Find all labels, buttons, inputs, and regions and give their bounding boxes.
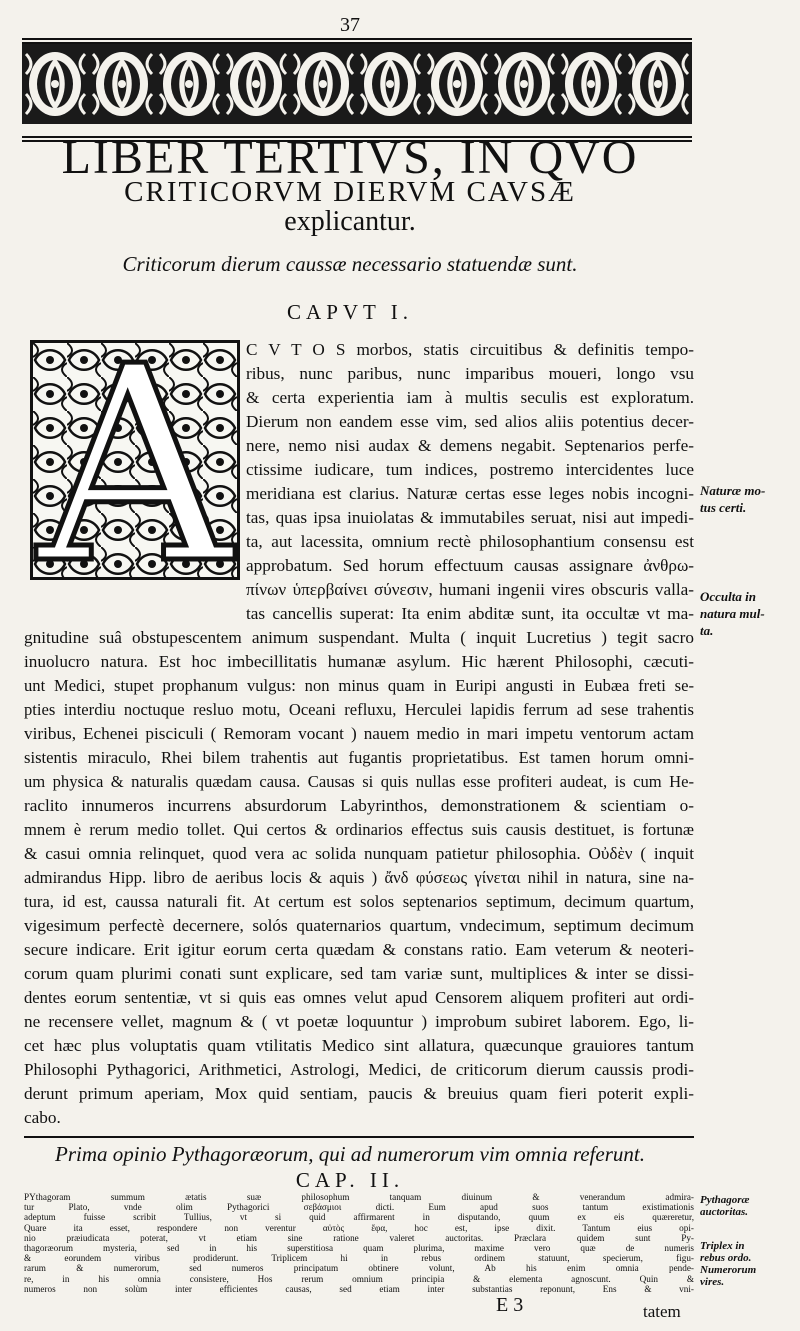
margin-note-occulta [700, 588, 798, 639]
margin-note-line: ta. [700, 623, 714, 638]
body-line: ctissime iudicare, tum indices, postremo intercidentes luce [246, 460, 694, 479]
margin-note-line: tus certi. [700, 500, 747, 515]
body-line: secure indicare. Erit igitur eorum certa quædam & constans ratio. Eam veterum & neoteri- [24, 940, 694, 959]
chapter-1-heading: Criticorum dierum caussæ necessario statuendæ sunt. [122, 252, 578, 276]
book-subtitle-end: explicantur. [284, 206, 416, 237]
chapter-2-number: CAP. II. [295, 1168, 405, 1192]
body-line: cet hæc plus voluptatis quam vtilitatis Medico sint allatura, quæcunque grauiores tantum [24, 1036, 694, 1055]
body-line: inuolucro natura. Est hoc imbecillitatis humanæ asylum. Hic hærent Philosophi, cæcuti- [24, 652, 694, 671]
body-line: ne recensere vellet, magnum & ( vt poetæ loquuntur ) improbum subiret laborem. Ego, li- [24, 1012, 694, 1031]
body-line: πίνων ὑπερβαίνει σύνεσιν, humani ingenii vires obscuris valla- [246, 580, 694, 599]
body-line: ta, aut lacessita, omnium rectè philosophantium consensu est [246, 532, 694, 551]
page-number: 37 [340, 14, 360, 36]
body-line: PYthagoram summum ætatis suæ philosophum tanquam diuinum & venerandum admira- [24, 1192, 694, 1202]
body-line: tur Plato, vnde olim Pythagorici σεβάσμιοι dicti. Eum apud suos tantum existimationis [24, 1202, 694, 1213]
body-line: corum quam plurimi conati sunt explicare, sed tam variæ sunt, multiplices & inter se dissi- [24, 964, 694, 983]
body-line: vigesimum perfectè decernere, solós quaternarios quartum, vndecimum, septimum decimum [24, 916, 694, 935]
margin-note-line: auctoritas. [700, 1206, 748, 1218]
body-line: & casui omnia relinquet, quod vera ac solida nunquam patietur philosophia. Οὐδὲν ( inquit [24, 844, 694, 863]
body-line: & certa experientia iam à multis seculis est exploratum. [246, 388, 694, 407]
body-line: gnitudine suâ obstupescentem animum suspendant. Multa ( inquit Lucretius ) tegit sacro [24, 628, 694, 647]
body-line: numeros non solùm inter efficientes causas, sed etiam inter substantias reponunt, Ens & vni- [24, 1283, 694, 1294]
chapter-2-heading: Prima opinio Pythagoræorum, qui ad numerorum vim omnia referunt. [55, 1142, 645, 1166]
body-line: nio præiudicata poterat, vt etiam sine ratione valeret auctoritas. Præclara quidem sunt Py- [24, 1232, 694, 1243]
section-divider [24, 1136, 694, 1138]
body-line: re, in his omnia consistere, Hos rerum omnium principia & elementa agnoscunt. Quin & [24, 1273, 694, 1284]
body-line: tas cancellis superat: Ita enim abditæ sunt, ita occultæ vt ma- [246, 604, 694, 623]
margin-note-natura [700, 482, 798, 516]
body-line: Philosophi Pythagorici, Arithmetici, Astrologi, Medici, de criticorum dierum caussis prodi- [24, 1060, 694, 1079]
book-title: LIBER TERTIVS, IN QVO [61, 131, 639, 184]
body-line: Dierum non eandem esse vim, sed alios aliis potentius decer- [246, 412, 694, 431]
chapter-1-number: CAPVT I. [287, 300, 413, 324]
catchword: tatem [643, 1302, 681, 1321]
body-line: cabo. [24, 1108, 61, 1127]
body-line: C V T O S morbos, statis circuitibus & definitis tempo- [246, 340, 694, 359]
body-line: adeptum fuisse scribit Tullius, vt si quid affirmarent in disputando, quum ex eis quæreretur, [24, 1212, 694, 1223]
margin-note-line: vires. [700, 1276, 725, 1288]
ornamental-headpiece [22, 38, 692, 142]
margin-note-line: rebus ordo. [700, 1252, 752, 1264]
margin-note-line: natura mul- [700, 606, 765, 621]
body-line: pties interdiu noctuque resluo motu, Oceani refluxu, Herculei lapidis ferrum ad sese trahentis [24, 700, 694, 719]
body-line: Quare ita esset, respondere non verentur αὐτὸς ἔφα, hoc est, ipse dixit. Tantum eius opi- [24, 1222, 694, 1233]
body-line: dentes eorum sententiæ, vt si quis eas omnes velut apud Censorem aliquem profiteri aut ordi- [24, 988, 694, 1007]
margin-note-line: Occulta in [700, 589, 756, 604]
body-line: unt Medici, stupet prophanum vulgus: non minus quam in Euripi angusti in Eubæa freti se- [24, 676, 694, 695]
body-line: derunt primum aperiam, Mox quid sentiam, paucis & breuius quam fieri poterit expli- [24, 1084, 694, 1103]
body-line: um physica & naturalis quædam causa. Causas si quis nullas esse profiteri audeat, is cum He- [24, 772, 694, 791]
decorated-initial [30, 308, 240, 623]
margin-note-line: Naturæ mo- [700, 483, 766, 498]
margin-note-triplex [700, 1240, 798, 1288]
dropcap-letter: A [37, 308, 233, 623]
body-line: & eorundem viribus prodiderunt. Triplicem hi in rebus ordinem statuunt, specierum, figu- [24, 1253, 694, 1264]
book-subtitle: CRITICORVM DIERVM CAVSÆ [124, 176, 576, 208]
body-line: meridiana est clarius. Naturæ certas esse leges nobis incogni- [246, 484, 694, 503]
margin-note-line: Pythagoræ [700, 1194, 750, 1206]
body-line: viribus, Echenei pisciculi ( Remoram vocant ) nauem medio in mari impetu ventorum actam [24, 724, 694, 743]
body-line: tura, id est, caussa naturali fit. At certum est solos septenarios septimum, decimum quartum, [24, 892, 694, 911]
body-line: approbatum. Sed horum effectuum causas assignare ἀνθρω- [246, 556, 694, 575]
body-line: thagoræorum mysteria, sed in his superstitiosa quam plurima, maxime vero quæ de numeris [24, 1243, 694, 1253]
body-line: sistentis miraculo, Rhei bilem trahentis aut fugantis proprietatibus. Est tamen horum omni- [24, 748, 694, 767]
body-line: mnem è rerum medio tollet. Qui certos & ordinarios effectus suis causis destituet, is fortunæ [24, 820, 694, 839]
margin-note-pythagoras [700, 1194, 798, 1218]
body-line: raclito innumeros incurrens absurdorum Labyrinthos, demonstrationem & scientiam o- [24, 796, 694, 815]
body-line: nere, nemo nisi audax & demens negabit. Septenarios perfe- [246, 436, 694, 455]
body-line: rarum & numerorum, sed numeros principatum obtinere volunt, Ab his enim omnia pende- [24, 1263, 694, 1274]
margin-note-line: Triplex in [700, 1240, 745, 1252]
margin-note-line: Numerorum [700, 1264, 757, 1276]
body-line: admirandus Hipp. libro de aeribus locis & aquis ) ἄνδ φύσεως γίνεται nihil in natura, sine na- [24, 868, 694, 887]
body-line: tas, quas ipsa inuiolatas & immutabiles seruat, nisi aut impedi- [246, 508, 694, 527]
body-line: ribus, nunc paribus, nunc imparibus moueri, longo vsu [246, 364, 694, 383]
signature-mark: E 3 [496, 1294, 524, 1316]
